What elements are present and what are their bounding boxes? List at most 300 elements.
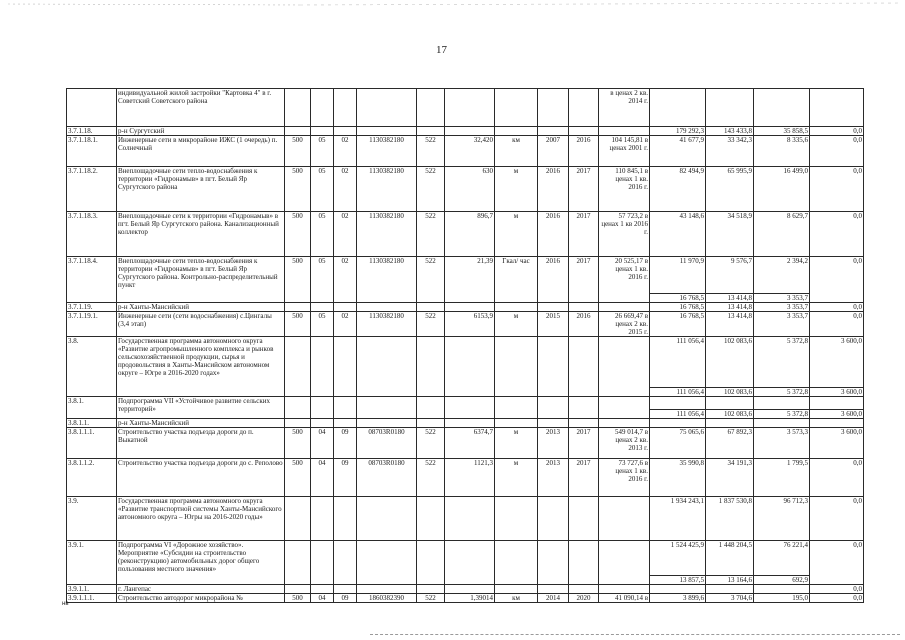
total-parent-total: 16 768,5	[650, 293, 705, 302]
estimated-cost-cell	[599, 397, 650, 419]
okrug-budget-cell	[706, 428, 754, 459]
total-cell	[650, 594, 706, 603]
okrug-budget-cell	[706, 541, 754, 585]
subsection-cell	[334, 127, 357, 136]
section-cell	[311, 541, 334, 585]
okrug-budget-text: 34 191,3	[727, 459, 752, 467]
other-sources-text: 0,0	[853, 594, 862, 602]
capacity-cell	[445, 89, 495, 127]
unit-cell	[495, 312, 538, 337]
table-body	[67, 89, 864, 603]
estimated-cost-text: 104 145,81 в ценах 2001 г.	[609, 136, 648, 152]
grbs-cell	[285, 585, 311, 594]
vr-cell	[417, 585, 445, 594]
okrug-budget-parent-total: 102 083,6	[706, 387, 753, 396]
code-text: 3.8.	[68, 337, 79, 345]
name-cell	[117, 337, 285, 397]
local-budget-parent-total: 692,9	[754, 575, 809, 584]
vr-cell	[417, 136, 445, 167]
local-budget-cell	[754, 459, 810, 497]
capacity-cell	[445, 497, 495, 541]
local-budget-cell	[754, 497, 810, 541]
name-text: р-н Сургутский	[118, 127, 165, 135]
name-text: Внеплощадочные сети к территории «Гидронамыв» в пгт. Белый Яр Сургутского района. Канализационный коллектор	[118, 212, 279, 236]
grbs-cell	[285, 303, 311, 312]
capacity-text: 6153,9	[473, 312, 493, 320]
start-year-cell	[538, 136, 569, 167]
unit-text: м	[513, 459, 519, 467]
code-text: 3.7.1.19.	[68, 303, 93, 311]
name-cell	[117, 428, 285, 459]
estimated-cost-cell	[599, 167, 650, 212]
vr-cell	[417, 459, 445, 497]
subsection-text: 02	[341, 212, 349, 220]
code-text: 3.7.1.18.1.	[68, 136, 98, 144]
csr-text: 1130382180	[369, 167, 404, 175]
other-sources-text: 0,0	[853, 303, 862, 311]
end-year-cell	[569, 303, 599, 312]
capacity-cell	[445, 257, 495, 303]
table-row	[67, 312, 864, 337]
subsection-text: 09	[341, 594, 349, 602]
grbs-cell	[285, 167, 311, 212]
csr-cell	[357, 257, 417, 303]
total-cell	[650, 337, 706, 397]
local-budget-cell	[754, 167, 810, 212]
section-cell	[311, 337, 334, 397]
estimated-cost-text: 549 014,7 в ценах 2 кв. 2013 г.	[614, 428, 648, 452]
other-sources-cell	[810, 541, 864, 585]
okrug-budget-text: 1 448 204,5	[718, 541, 752, 549]
total-cell	[650, 419, 706, 428]
other-sources-text: 3 600,0	[841, 428, 862, 436]
name-text: Подпрограмма VII «Устойчивое развитие сельских территорий»	[118, 397, 271, 413]
grbs-cell	[285, 397, 311, 419]
table-row	[67, 459, 864, 497]
code-text: 3.8.1.	[68, 397, 84, 405]
okrug-budget-cell	[706, 127, 754, 136]
grbs-text: 500	[292, 257, 303, 265]
csr-cell	[357, 136, 417, 167]
start-year-text: 2013	[546, 459, 560, 467]
name-cell	[117, 127, 285, 136]
table-row	[67, 257, 864, 303]
csr-text: 08703R0180	[368, 428, 405, 436]
unit-cell	[495, 167, 538, 212]
estimated-cost-cell	[599, 127, 650, 136]
unit-text: м	[513, 212, 519, 220]
unit-cell	[495, 337, 538, 397]
estimated-cost-text: 41 090,14 в	[614, 594, 648, 602]
total-cell	[650, 167, 706, 212]
start-year-text: 2014	[546, 594, 560, 602]
vr-text: 522	[425, 312, 436, 320]
code-cell	[67, 594, 117, 603]
vr-cell	[417, 312, 445, 337]
code-text: 3.7.1.18.3.	[68, 212, 98, 220]
subsection-cell	[334, 585, 357, 594]
subsection-text: 02	[341, 167, 349, 175]
code-cell	[67, 541, 117, 585]
okrug-budget-text: 9 576,7	[731, 257, 752, 265]
unit-cell	[495, 585, 538, 594]
total-text: 11 970,9	[679, 257, 704, 265]
name-cell	[117, 594, 285, 603]
total-cell	[650, 497, 706, 541]
okrug-budget-cell	[706, 585, 754, 594]
start-year-cell	[538, 303, 569, 312]
subsection-cell	[334, 303, 357, 312]
local-budget-cell	[754, 337, 810, 397]
name-cell	[117, 497, 285, 541]
table-row	[67, 303, 864, 312]
grbs-cell	[285, 594, 311, 603]
estimated-cost-text: 20 525,17 в ценах 1 кв. 2016 г.	[614, 257, 648, 281]
budget-table	[66, 88, 864, 603]
unit-text: км	[512, 594, 520, 602]
vr-cell	[417, 167, 445, 212]
total-cell	[650, 303, 706, 312]
estimated-cost-text: 73 727,6 в ценах 1 кв. 2016 г.	[615, 459, 648, 483]
subsection-cell	[334, 337, 357, 397]
code-text: 3.7.1.18.4.	[68, 257, 98, 265]
start-year-cell	[538, 89, 569, 127]
other-sources-cell	[810, 459, 864, 497]
total-text: 1 934 243,1	[670, 497, 704, 505]
capacity-cell	[445, 541, 495, 585]
section-cell	[311, 585, 334, 594]
unit-text: м	[513, 167, 519, 175]
other-sources-cell	[810, 428, 864, 459]
end-year-cell	[569, 337, 599, 397]
unit-cell	[495, 397, 538, 419]
unit-text: м	[513, 312, 519, 320]
end-year-cell	[569, 397, 599, 419]
okrug-budget-parent-total: 102 083,6	[706, 409, 753, 418]
local-budget-cell	[754, 428, 810, 459]
csr-text: 1130382180	[369, 212, 404, 220]
unit-text: Гкал/ час	[502, 257, 530, 265]
okrug-budget-text: 3 704,6	[731, 594, 752, 602]
section-text: 05	[318, 257, 326, 265]
vr-text: 522	[425, 212, 436, 220]
name-text: Внеплощадочные сети тепло-водоснабжения к территории «Гидронамыв» в пгт. Белый Яр Сургутского района	[118, 167, 258, 191]
csr-cell	[357, 303, 417, 312]
footer-mark: нв	[62, 601, 69, 607]
okrug-budget-cell	[706, 419, 754, 428]
table-row	[67, 594, 864, 603]
csr-cell	[357, 89, 417, 127]
name-cell	[117, 419, 285, 428]
section-cell	[311, 428, 334, 459]
capacity-text: 1,39014	[470, 594, 493, 602]
other-sources-text: 0,0	[853, 127, 862, 135]
local-budget-cell	[754, 419, 810, 428]
other-sources-cell	[810, 337, 864, 397]
okrug-budget-cell	[706, 397, 754, 419]
other-sources-cell	[810, 89, 864, 127]
section-text: 05	[318, 167, 326, 175]
start-year-cell	[538, 459, 569, 497]
other-sources-text: 0,0	[853, 497, 862, 505]
local-budget-text: 8 335,6	[787, 136, 808, 144]
start-year-cell	[538, 167, 569, 212]
local-budget-text: 195,0	[792, 594, 808, 602]
local-budget-text: 76 221,4	[783, 541, 808, 549]
end-year-text: 2017	[576, 459, 591, 467]
subsection-cell	[334, 136, 357, 167]
okrug-budget-text: 67 892,3	[727, 428, 752, 436]
total-text: 35 990,8	[679, 459, 704, 467]
other-sources-text: 3 600,0	[841, 337, 862, 345]
other-sources-text: 0,0	[853, 257, 862, 265]
end-year-cell	[569, 541, 599, 585]
grbs-cell	[285, 419, 311, 428]
code-text: 3.8.1.1.	[68, 419, 89, 427]
section-cell	[311, 594, 334, 603]
capacity-cell	[445, 397, 495, 419]
csr-cell	[357, 497, 417, 541]
other-sources-cell	[810, 594, 864, 603]
code-cell	[67, 303, 117, 312]
other-sources-cell	[810, 497, 864, 541]
table-row	[67, 541, 864, 585]
grbs-text: 500	[292, 312, 303, 320]
okrug-budget-text: 102 083,6	[724, 337, 752, 345]
code-text: 3.8.1.1.2.	[68, 459, 95, 467]
code-cell	[67, 312, 117, 337]
csr-cell	[357, 594, 417, 603]
code-cell	[67, 136, 117, 167]
other-sources-cell	[810, 212, 864, 257]
name-text: Строительство автодорог микрорайона №	[118, 594, 243, 602]
total-text: 43 148,6	[679, 212, 704, 220]
unit-cell	[495, 257, 538, 303]
section-text: 04	[318, 594, 326, 602]
name-text: Инженерные сети (сети водоснабжения) с.Цингалы (3,4 этап)	[118, 312, 272, 328]
okrug-budget-text: 65 995,9	[727, 167, 752, 175]
code-cell	[67, 497, 117, 541]
other-sources-cell	[810, 127, 864, 136]
local-budget-text: 2 394,2	[787, 257, 808, 265]
end-year-cell	[569, 459, 599, 497]
unit-cell	[495, 303, 538, 312]
other-sources-cell	[810, 167, 864, 212]
section-cell	[311, 127, 334, 136]
capacity-cell	[445, 337, 495, 397]
section-cell	[311, 303, 334, 312]
total-text: 111 056,4	[676, 337, 704, 345]
section-cell	[311, 167, 334, 212]
subsection-cell	[334, 89, 357, 127]
page-number: 17	[436, 44, 447, 56]
end-year-cell	[569, 167, 599, 212]
unit-text: км	[512, 136, 520, 144]
section-cell	[311, 136, 334, 167]
local-budget-parent-total: 5 372,8	[754, 409, 809, 418]
unit-cell	[495, 594, 538, 603]
name-cell	[117, 585, 285, 594]
estimated-cost-cell	[599, 257, 650, 303]
other-sources-cell	[810, 585, 864, 594]
okrug-budget-cell	[706, 594, 754, 603]
capacity-text: 6374,7	[473, 428, 493, 436]
okrug-budget-cell	[706, 212, 754, 257]
table-row	[67, 428, 864, 459]
okrug-budget-cell	[706, 136, 754, 167]
estimated-cost-cell	[599, 594, 650, 603]
total-cell	[650, 257, 706, 303]
local-budget-text: 16 499,0	[783, 167, 808, 175]
end-year-cell	[569, 136, 599, 167]
subsection-cell	[334, 541, 357, 585]
name-cell	[117, 167, 285, 212]
okrug-budget-cell	[706, 312, 754, 337]
start-year-text: 2016	[546, 167, 560, 175]
end-year-cell	[569, 312, 599, 337]
subsection-cell	[334, 419, 357, 428]
capacity-cell	[445, 167, 495, 212]
vr-cell	[417, 419, 445, 428]
estimated-cost-cell	[599, 459, 650, 497]
total-text: 75 065,6	[679, 428, 704, 436]
start-year-cell	[538, 257, 569, 303]
table-row	[67, 397, 864, 419]
unit-cell	[495, 459, 538, 497]
csr-cell	[357, 212, 417, 257]
end-year-text: 2020	[576, 594, 591, 602]
subsection-cell	[334, 397, 357, 419]
table-row	[67, 337, 864, 397]
grbs-cell	[285, 136, 311, 167]
other-sources-text: 0,0	[853, 212, 862, 220]
capacity-cell	[445, 127, 495, 136]
section-cell	[311, 257, 334, 303]
table-row	[67, 136, 864, 167]
grbs-cell	[285, 89, 311, 127]
name-cell	[117, 397, 285, 419]
local-budget-parent-total: 5 372,8	[754, 387, 809, 396]
table-row	[67, 585, 864, 594]
grbs-cell	[285, 337, 311, 397]
start-year-text: 2016	[546, 212, 560, 220]
start-year-cell	[538, 127, 569, 136]
subsection-cell	[334, 428, 357, 459]
subsection-cell	[334, 497, 357, 541]
start-year-cell	[538, 594, 569, 603]
section-cell	[311, 89, 334, 127]
total-cell	[650, 459, 706, 497]
code-text: 3.9.1.1.1.	[68, 594, 95, 602]
unit-cell	[495, 136, 538, 167]
name-text: Внеплощадочные сети тепло-водоснабжения к территории «Гидронамыв» в пгт. Белый Яр Сургутского района. Контрольно-распределительный пункт	[118, 257, 278, 289]
vr-text: 522	[425, 167, 436, 175]
local-budget-text: 35 858,5	[783, 127, 808, 135]
end-year-cell	[569, 89, 599, 127]
name-text: индивидуальной жилой застройки "Картовка 4" в г. Советский Советского района	[118, 89, 272, 105]
total-text: 1 524 425,9	[670, 541, 704, 549]
section-cell	[311, 212, 334, 257]
section-cell	[311, 397, 334, 419]
code-cell	[67, 459, 117, 497]
local-budget-cell	[754, 212, 810, 257]
okrug-budget-parent-total: 13 164,6	[706, 575, 753, 584]
name-text: г. Лангепас	[118, 585, 152, 593]
vr-text: 522	[425, 594, 436, 602]
start-year-cell	[538, 419, 569, 428]
vr-cell	[417, 127, 445, 136]
table-row	[67, 212, 864, 257]
code-cell	[67, 212, 117, 257]
start-year-cell	[538, 312, 569, 337]
other-sources-cell	[810, 397, 864, 419]
grbs-text: 500	[292, 428, 303, 436]
estimated-cost-cell	[599, 585, 650, 594]
section-text: 05	[318, 136, 326, 144]
total-text: 179 292,3	[676, 127, 704, 135]
name-text: Инженерные сети в микрорайоне ИЖС (1 очередь) п. Солнечный	[118, 136, 278, 152]
capacity-cell	[445, 212, 495, 257]
other-sources-text: 0,0	[853, 136, 862, 144]
okrug-budget-text: 13 414,8	[727, 312, 752, 320]
other-sources-cell	[810, 136, 864, 167]
estimated-cost-cell	[599, 428, 650, 459]
csr-cell	[357, 459, 417, 497]
code-cell	[67, 127, 117, 136]
estimated-cost-text: в ценах 2 кв. 2014 г.	[610, 89, 648, 105]
other-sources-parent-total: 3 600,0	[810, 409, 863, 418]
unit-cell	[495, 541, 538, 585]
name-text: Государственная программа автономного округа «Развитие агропромышленного комплекса и рынков сельскохозяйственной продукции, сырья и продовольствия в Ханты-Мансийском автономном округе – Югре в 2016-2020 годах»	[118, 337, 274, 377]
table-row	[67, 167, 864, 212]
table-row	[67, 419, 864, 428]
subsection-text: 02	[341, 136, 349, 144]
other-sources-cell	[810, 419, 864, 428]
local-budget-cell	[754, 397, 810, 419]
unit-cell	[495, 419, 538, 428]
local-budget-cell	[754, 594, 810, 603]
local-budget-text: 3 353,7	[787, 312, 808, 320]
end-year-text: 2017	[576, 428, 591, 436]
local-budget-cell	[754, 257, 810, 303]
local-budget-cell	[754, 303, 810, 312]
vr-cell	[417, 212, 445, 257]
estimated-cost-text: 26 669,47 в ценах 2 кв. 2015 г.	[614, 312, 648, 336]
subsection-text: 02	[341, 312, 349, 320]
okrug-budget-parent-total: 13 414,8	[706, 293, 753, 302]
csr-text: 08703R0180	[368, 459, 405, 467]
table-row	[67, 127, 864, 136]
okrug-budget-cell	[706, 459, 754, 497]
okrug-budget-cell	[706, 337, 754, 397]
grbs-cell	[285, 257, 311, 303]
end-year-cell	[569, 585, 599, 594]
section-text: 05	[318, 312, 326, 320]
subsection-cell	[334, 257, 357, 303]
name-cell	[117, 212, 285, 257]
name-cell	[117, 303, 285, 312]
section-cell	[311, 312, 334, 337]
start-year-cell	[538, 585, 569, 594]
other-sources-text: 0,0	[853, 585, 862, 593]
total-cell	[650, 428, 706, 459]
code-text: 3.7.1.19.1.	[68, 312, 98, 320]
local-budget-text: 3 353,7	[787, 303, 808, 311]
subsection-text: 09	[341, 428, 349, 436]
vr-cell	[417, 337, 445, 397]
local-budget-text: 3 573,3	[787, 428, 808, 436]
name-text: Подпрограмма VI «Дорожное хозяйство». Мероприятие «Субсидии на строительство (реконструкцию) автомобильных дорог общего пользования местного значения»	[118, 541, 260, 573]
